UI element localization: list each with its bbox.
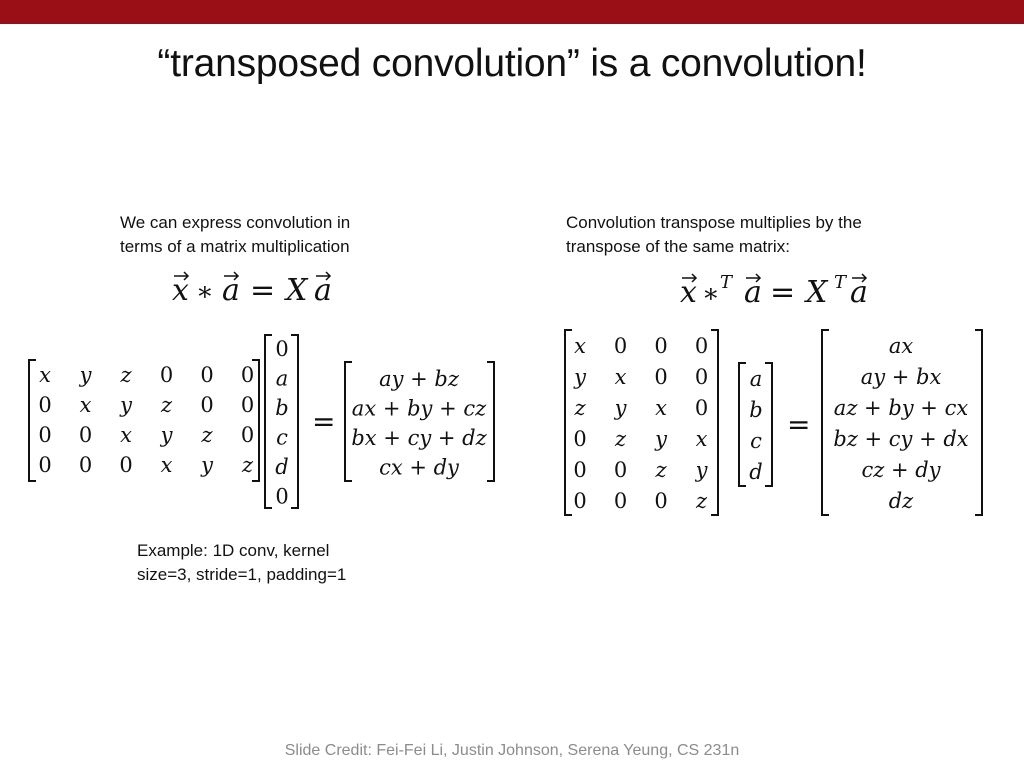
right-matrix-cell: y	[655, 427, 667, 451]
right-equation	[680, 272, 868, 310]
right-result-cell: bz + cy + dx	[833, 427, 969, 451]
left-result-cell: ay + bz	[379, 367, 459, 391]
left-vector-open-bracket	[265, 335, 272, 508]
right-matrix-cell: x	[695, 427, 708, 451]
svg-text:T: T	[834, 272, 847, 293]
left-matrix-cell: 0	[38, 423, 52, 447]
right-matrix-cell: 0	[694, 334, 709, 358]
svg-text:=: =	[250, 273, 276, 308]
right-vector-cell: d	[749, 460, 763, 484]
left-matrix-cell: 0	[159, 363, 174, 387]
right-matrix-cell: z	[695, 489, 708, 513]
right-matrix-cell: x	[655, 396, 667, 420]
left-matrix-cell: y	[79, 363, 92, 387]
right-equals-sign: =	[787, 408, 811, 441]
left-vector-cell: a	[275, 366, 289, 391]
right-result-close-bracket	[975, 330, 982, 515]
slide-credit: Slide Credit: Fei-Fei Li, Justin Johnson, Serena Yeung, CS 231n	[284, 742, 740, 759]
right-vector-open-bracket	[739, 363, 746, 486]
left-matrix-cell: 0	[200, 363, 214, 387]
left-equation	[172, 272, 332, 308]
left-result-cell: bx + cy + dz	[351, 426, 487, 450]
left-result-close-bracket	[487, 362, 494, 481]
right-result-cell: ay + bx	[860, 365, 942, 389]
svg-text:T: T	[720, 272, 733, 293]
right-matrix-cell: 0	[613, 458, 628, 482]
left-matrix-cell: 0	[38, 393, 52, 417]
left-equals-sign: =	[312, 405, 336, 438]
left-caption-line-1: We can express convolution in	[120, 213, 351, 232]
right-matrix-cell: z	[655, 458, 667, 482]
right-matrix-cell: 0	[654, 334, 668, 358]
svg-text:a: a	[222, 273, 240, 308]
svg-text:a: a	[744, 275, 762, 310]
right-matrix-open-bracket	[565, 330, 572, 515]
right-matrix-cell: x	[614, 365, 627, 389]
svg-text:x: x	[172, 273, 189, 308]
right-matrix-cell: 0	[694, 365, 709, 389]
left-matrix-cell: 0	[240, 393, 255, 417]
right-result-cell: dz	[888, 489, 914, 513]
left-matrix-cell: x	[39, 363, 51, 387]
left-vector-cell: c	[276, 425, 288, 450]
right-vector-close-bracket	[765, 363, 772, 486]
left-matrix-cell: x	[120, 423, 132, 447]
left-matrix-cell: x	[79, 393, 92, 417]
slide-title: “transposed convolution” is a convolution!	[157, 42, 867, 85]
left-matrix-cell: z	[241, 453, 254, 477]
left-caption-line-2: terms of a matrix multiplication	[120, 237, 350, 256]
left-vector-cell: d	[275, 455, 289, 479]
left-matrix-cell: x	[160, 453, 173, 477]
right-matrix-close-bracket	[711, 330, 718, 515]
example-caption-line-1: Example: 1D conv, kernel	[137, 541, 330, 560]
left-matrix-cell: z	[160, 393, 173, 417]
svg-text:∗: ∗	[702, 279, 720, 309]
left-vector-cell: 0	[275, 337, 289, 361]
left-vector-close-bracket	[291, 335, 298, 508]
svg-text:=: =	[770, 275, 796, 310]
left-matrix-cell: 0	[240, 423, 255, 447]
matrix-cells	[38, 334, 968, 513]
svg-text:a: a	[314, 273, 332, 308]
right-matrix-cell: y	[614, 396, 627, 420]
right-matrix-cell: 0	[573, 427, 587, 451]
right-matrix-cell: z	[614, 427, 627, 451]
left-matrix-cell: 0	[38, 453, 52, 477]
left-matrix-open-bracket	[29, 360, 36, 481]
right-matrix-cell: x	[574, 334, 586, 358]
example-caption-line-2: size=3, stride=1, padding=1	[137, 565, 347, 584]
left-vector-cell: 0	[275, 484, 289, 509]
left-matrix-cell: y	[120, 393, 132, 417]
right-matrix-cell: y	[695, 458, 708, 482]
svg-text:X: X	[806, 275, 828, 310]
left-matrix-cell: 0	[119, 453, 133, 477]
left-matrix-cell: z	[201, 423, 213, 447]
right-matrix-cell: 0	[613, 334, 628, 358]
right-result-open-bracket	[822, 330, 829, 515]
left-result-open-bracket	[345, 362, 352, 481]
right-caption-line-2: transpose of the same matrix:	[566, 237, 790, 256]
right-matrix-cell: 0	[654, 365, 668, 389]
right-matrix-cell: z	[574, 396, 586, 420]
left-result-cell: cx + dy	[379, 455, 459, 480]
right-result-cell: az + by + cx	[833, 396, 969, 420]
right-vector-cell: a	[749, 367, 763, 391]
left-matrix-cell: 0	[78, 423, 93, 447]
left-matrix-cell: 0	[240, 363, 255, 387]
right-result-cell: ax	[888, 334, 914, 358]
svg-text:X: X	[286, 273, 308, 308]
svg-text:a: a	[850, 275, 868, 310]
right-matrix-cell: 0	[573, 489, 587, 513]
right-matrix-cell: y	[574, 365, 586, 389]
right-matrix-cell: 0	[654, 489, 668, 513]
left-matrix-cell: 0	[200, 393, 214, 417]
left-matrix-cell: z	[120, 363, 132, 387]
svg-text:x: x	[680, 275, 697, 310]
right-matrix-cell: 0	[613, 489, 628, 513]
right-vector-cell: c	[750, 429, 762, 453]
left-vector-cell: b	[275, 396, 289, 420]
left-matrix-cell: y	[201, 453, 213, 477]
left-matrix-cell: 0	[78, 453, 93, 477]
right-matrix-cell: 0	[694, 396, 709, 420]
svg-text:∗: ∗	[196, 277, 214, 307]
right-result-cell: cz + dy	[861, 458, 941, 482]
left-matrix-cell: y	[160, 423, 173, 447]
left-result-cell: ax + by + cz	[351, 396, 487, 421]
right-vector-cell: b	[749, 398, 763, 422]
right-caption-line-1: Convolution transpose multiplies by the	[566, 213, 862, 232]
right-matrix-cell: 0	[573, 458, 587, 482]
